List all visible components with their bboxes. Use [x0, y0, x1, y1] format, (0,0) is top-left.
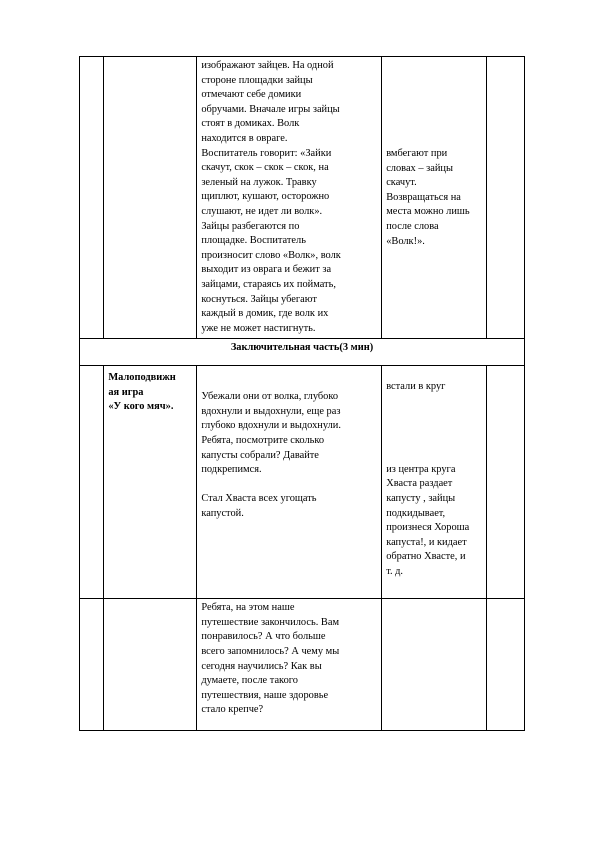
- teacher-speech: Убежали они от волка, глубоко вдохнули и выдохнули, еще раз глубоко вдохнули и выдохнули. Ребята, посмотрите сколько капусты собрали? Давайте подкрепимся. Стал Хваста всех угощать капустой.: [201, 391, 341, 520]
- cell-activity: [104, 366, 197, 599]
- section-row: [80, 339, 525, 366]
- section-title: Заключительная часть(3 мин): [230, 342, 374, 354]
- cell-extra: [487, 599, 525, 731]
- cell-content: [197, 366, 382, 599]
- cell-content: [197, 57, 382, 339]
- game-rules-note: вмбегают при словах – зайцы скачут. Возвращаться на места можно лишь после слова «Волк!».: [386, 148, 470, 247]
- cell-activity: [104, 57, 197, 339]
- section-title-cell: [80, 339, 525, 366]
- cell-number: [80, 366, 104, 599]
- cell-activity: [104, 599, 197, 731]
- cell-extra: [487, 57, 525, 339]
- lesson-plan-table: [79, 56, 525, 731]
- cell-number: [80, 599, 104, 731]
- cell-notes: [382, 599, 487, 731]
- activity-title: Малоподвижн ая игра «У кого мяч».: [108, 372, 176, 413]
- table-row: [80, 366, 525, 599]
- cell-notes: [382, 57, 487, 339]
- cell-notes: [382, 366, 487, 599]
- note-game-flow: из центра круга Хваста раздает капусту , зайцы подкидывает, произнеся Хороша капуста!, и кидает обратно Хвасте, и т. д.: [386, 463, 470, 578]
- table-row: [80, 57, 525, 339]
- cell-extra: [487, 366, 525, 599]
- note-circle: встали в круг: [386, 381, 446, 393]
- cell-content: [197, 599, 382, 731]
- game-description: изображают зайцев. На одной стороне площадки зайцы отмечают себе домики обручами. Вначале игры зайцы стоят в домиках. Волк находится в овраге. Воспитатель говорит: «Зайки скачут, скок – скок – скок, на зеленый на лужок. Травку щиплют, кушают, осторожно слушают, не идет ли волк». Зайцы разбегаются по площадке. Воспитатель произносит слово «Волк», волк выходит из оврага и бежит за зайцами, стараясь их поймать, коснуться. Зайцы убегают каждый в домик, где волк их уже не может настигнуть.: [201, 60, 341, 334]
- table-row: [80, 599, 525, 731]
- cell-number: [80, 57, 104, 339]
- closing-speech: Ребята, на этом наше путешествие закончилось. Вам понравилось? А что больше всего запомнилось? А чему мы сегодня научились? Как вы думаете, после такого путешествия, наше здоровье стало крепче?: [201, 602, 340, 716]
